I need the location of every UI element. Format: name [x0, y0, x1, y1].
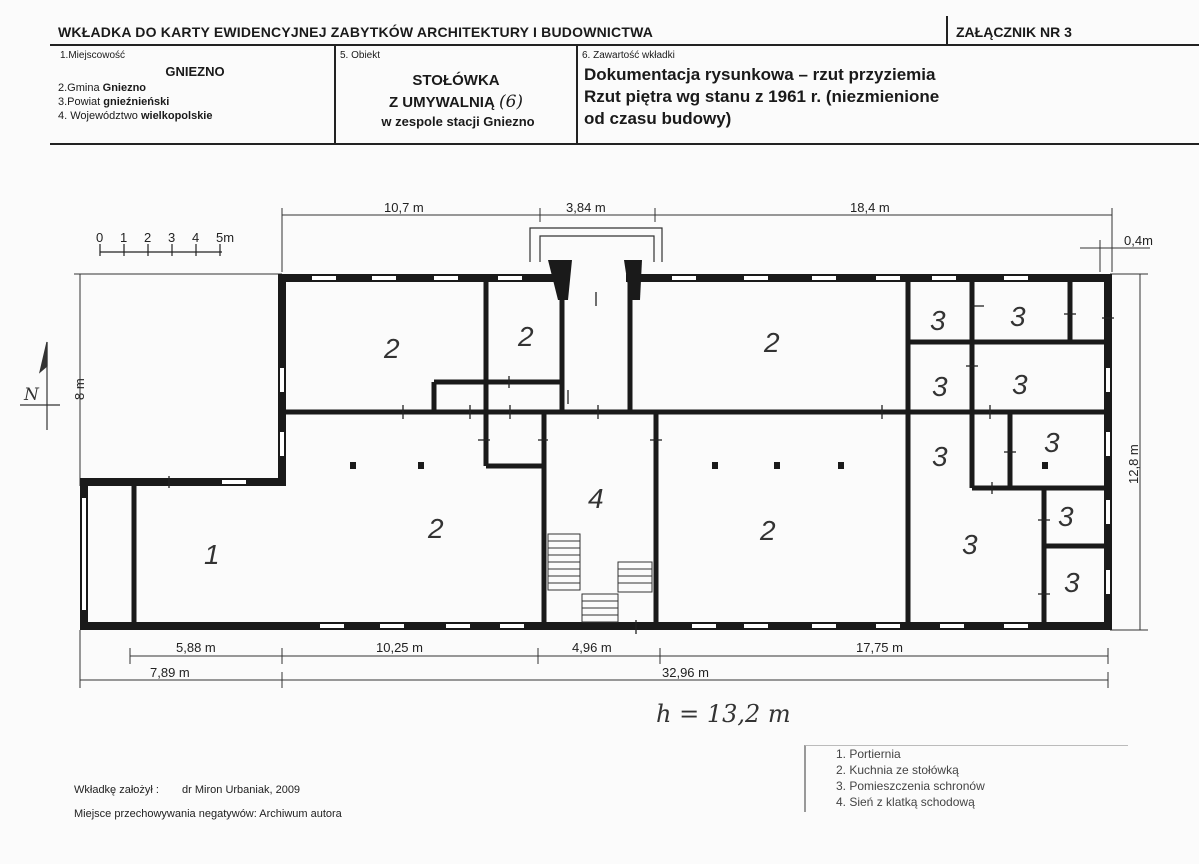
dim-bottom-6: 32,96 m [662, 665, 709, 680]
windows [84, 278, 1108, 626]
gmina-label: 2.Gmina [58, 82, 100, 94]
legend-item: 1. Portiernia [836, 747, 901, 761]
object-number: (6) [498, 92, 524, 112]
dim-bottom-2: 10,25 m [376, 640, 423, 655]
annex-label: ZAŁĄCZNIK NR 3 [956, 24, 1072, 40]
room-number: 3 [932, 441, 948, 472]
locality-label: 1.Miejscowość [60, 50, 126, 61]
outer-walls [84, 278, 1108, 626]
dim-bottom-3: 4,96 m [572, 640, 612, 655]
scale-tick-4: 4 [192, 230, 200, 245]
legend-item: 4. Sień z klatką schodową [836, 795, 975, 809]
wojewodztwo-label: 4. Województwo [58, 110, 138, 122]
scale-tick-0: 0 [96, 230, 104, 245]
scale-tick-3: 3 [168, 230, 176, 245]
author-line [74, 784, 300, 796]
room-number: 3 [930, 305, 946, 336]
object-line1: STOŁÓWKA [412, 72, 500, 89]
room-number: 2 [764, 327, 780, 358]
scale-bar [100, 244, 222, 256]
document-title: WKŁADKA DO KARTY EWIDENCYJNEJ ZABYTKÓW ARCHITEKTURY I BUDOWNICTWA [58, 24, 654, 40]
dim-top-1: 10,7 m [384, 200, 424, 215]
powiat-label: 3.Powiat [58, 96, 101, 108]
room-number: 2 [760, 515, 776, 546]
room-number: 4 [588, 483, 604, 514]
entrance-bay [530, 228, 662, 262]
dim-top-2: 3,84 m [566, 200, 606, 215]
room-number: 3 [1012, 369, 1028, 400]
legend-item: 2. Kuchnia ze stołówką [836, 763, 959, 777]
room-number: 2 [384, 333, 400, 364]
room-number: 3 [1064, 567, 1080, 598]
dim-left: 8 m [72, 378, 87, 400]
wojewodztwo-value: wielkopolskie [140, 110, 213, 122]
staircase [548, 534, 652, 622]
content-line1: Dokumentacja rysunkowa – rzut przyziemia [584, 65, 936, 84]
object-line2: Z UMYWALNIĄ [388, 94, 495, 111]
dim-bottom-1: 5,88 m [176, 640, 216, 655]
scale-tick-2: 2 [144, 230, 152, 245]
author-label: Wkładkę założył : [74, 784, 159, 796]
storage-value: Archiwum autora [259, 808, 342, 820]
dim-right: 12,8 m [1126, 444, 1141, 484]
room-number: 2 [518, 321, 534, 352]
dim-top-3: 18,4 m [850, 200, 890, 215]
room-number: 3 [962, 529, 978, 560]
scale-tick-1: 1 [120, 230, 128, 245]
object-line3: w zespole stacji Gniezno [381, 114, 535, 129]
locality-value: GNIEZNO [165, 64, 225, 79]
room-number: 3 [1058, 501, 1074, 532]
author-name: dr Miron Urbaniak, 2009 [182, 784, 301, 796]
content-line3: od czasu budowy) [584, 109, 732, 128]
legend-item: 3. Pomieszczenia schronów [836, 779, 985, 793]
storage-label: Miejsce przechowywania negatywów: [74, 808, 257, 820]
room-number: 3 [1010, 301, 1026, 332]
object-label: 5. Obiekt [340, 50, 381, 61]
dim-bottom-5: 7,89 m [150, 665, 190, 680]
powiat-value: gnieźnieński [103, 96, 170, 108]
height-note: h = 13,2 m [656, 700, 791, 728]
content-label: 6. Zawartość wkładki [582, 50, 675, 61]
scale-tick-5: 5m [216, 230, 235, 245]
north-label: N [24, 385, 39, 405]
room-number: 2 [428, 513, 444, 544]
room-number: 3 [932, 371, 948, 402]
storage-line [74, 808, 342, 820]
room-number: 1 [204, 539, 220, 570]
dim-bottom-4: 17,75 m [856, 640, 903, 655]
content-line2: Rzut piętra wg stanu z 1961 r. (niezmienione [584, 87, 940, 106]
room-number: 3 [1044, 427, 1060, 458]
dim-top-4: 0,4m [1124, 233, 1153, 248]
legend [804, 745, 1128, 812]
gmina-value: Gniezno [102, 82, 147, 94]
